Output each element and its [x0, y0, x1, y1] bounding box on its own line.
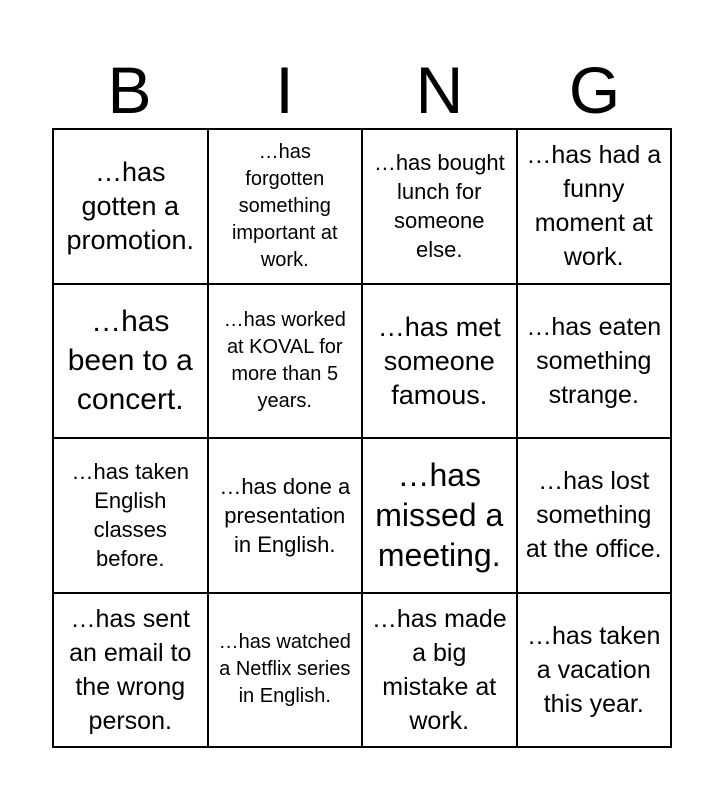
bingo-cell[interactable] [362, 129, 517, 284]
bingo-cell-text: …has made a big mistake at work. [371, 604, 507, 735]
bingo-cell[interactable] [517, 593, 672, 748]
bingo-cell-text: …has met someone famous. [377, 311, 501, 410]
bingo-cell-text: …has forgotten something important at work. [231, 140, 338, 271]
bingo-cell[interactable] [517, 438, 672, 593]
header-letter-n: N [415, 53, 464, 127]
bingo-board [52, 128, 672, 748]
bingo-cell-text: …has eaten something strange. [526, 312, 662, 409]
bingo-cell[interactable] [53, 593, 208, 748]
bingo-cell[interactable] [53, 438, 208, 593]
header-letter-i: I [275, 53, 294, 127]
bingo-cell[interactable] [362, 593, 517, 748]
bingo-cell-text: …has done a presentation in English. [219, 473, 351, 557]
bingo-cell-text: …has gotten a promotion. [66, 157, 195, 256]
bingo-cell[interactable] [208, 129, 363, 284]
bingo-cell[interactable] [208, 284, 363, 439]
bingo-cell-text: …has had a funny moment at work. [526, 141, 662, 272]
bingo-cell[interactable] [208, 438, 363, 593]
bingo-cell-text: …has bought lunch for someone else. [373, 150, 505, 263]
bingo-cell-text: …has sent an email to the wrong person. [69, 604, 192, 735]
bingo-cell-text: …has lost something at the office. [525, 467, 662, 564]
bingo-cell-text: …has taken English classes before. [71, 459, 189, 572]
bingo-cell[interactable] [53, 129, 208, 284]
bingo-cell[interactable] [362, 438, 517, 593]
bingo-header [52, 52, 672, 128]
bingo-cell[interactable] [362, 284, 517, 439]
bingo-cell-text: …has missed a meeting. [375, 457, 504, 574]
header-letter-g: G [568, 53, 621, 127]
bingo-cell[interactable] [517, 129, 672, 284]
bingo-cell[interactable] [53, 284, 208, 439]
header-letter-b: B [107, 53, 152, 127]
bingo-cell-text: …has watched a Netflix series in English. [218, 631, 351, 708]
bingo-cell-text: …has been to a concert. [67, 305, 193, 417]
bingo-cell[interactable] [517, 284, 672, 439]
bingo-cell[interactable] [208, 593, 363, 748]
bingo-cell-text: …has taken a vacation this year. [527, 621, 661, 718]
bingo-cell-text: …has worked at KOVAL for more than 5 years. [223, 308, 346, 412]
